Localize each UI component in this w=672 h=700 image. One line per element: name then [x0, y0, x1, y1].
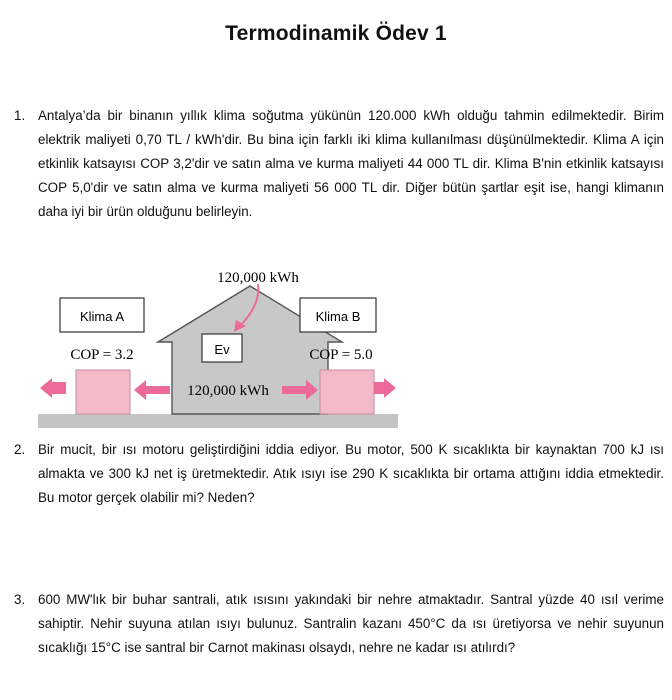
- page-title: Termodinamik Ödev 1: [225, 22, 447, 45]
- unit-b: [320, 370, 374, 414]
- question-text: Bir mucit, bir ısı motoru geliştirdiğini iddia ediyor. Bu motor, 500 K sıcaklıkta bir kaynaktan 700 kJ ısı almakta ve 300 kJ net iş üretmektedir. Atık ısıyı ise 290 K sıcaklıkta bir ortama attığını iddia etmektedir. Bu motor gerçek olabilir mi? Neden?: [38, 442, 664, 505]
- unit-a-exhaust-arrow-head: [40, 378, 52, 398]
- heat-to-unit-a-arrow: [134, 380, 170, 400]
- question-2: [14, 438, 664, 510]
- unit-b-name: Klima B: [315, 309, 361, 324]
- unit-a-cop: COP = 3.2: [70, 347, 134, 363]
- unit-a: [76, 370, 130, 414]
- ground: [38, 414, 398, 428]
- question-text: Antalya’da bir binanın yıllık klima soğutma yükünün 120.000 kWh olduğu tahmin edilmektedir. Birim elektrik maliyeti 0,70 TL / kWh'dir. Bu bina için farklı iki klima kullanılması düşünülmektedir. Klima A için etkinlik katsayısı COP 3,2'dir ve satın alma ve kurma maliyeti 44 000 TL dir. Klima B'nin etkinlik katsayısı COP 5,0'dir ve satın alma ve kurma maliyeti 56 000 TL dir. Diğer bütün şartlar eşit ise, hangi klimanın daha iyi bir ürün olduğunu belirleyin.: [38, 108, 664, 219]
- air-conditioner-diagram: [38, 262, 398, 434]
- top-heat-label: 120,000 kWh: [217, 270, 299, 286]
- question-3: [14, 588, 664, 660]
- question-1: [14, 104, 664, 224]
- center-heat-label: 120,000 kWh: [187, 383, 269, 399]
- unit-b-exhaust-arrow-head: [384, 378, 396, 398]
- house-label: Ev: [214, 342, 230, 357]
- question-number: 3.: [14, 592, 26, 607]
- unit-b-cop: COP = 5.0: [309, 347, 373, 363]
- question-number: 2.: [14, 442, 26, 457]
- question-text: 600 MW'lık bir buhar santrali, atık ısısını yakındaki bir nehre atmaktadır. Santral yüzde 40 ısıl verime sahiptir. Nehir suyuna atılan ısıyı bulunuz. Santralin kazanı 450°C da ısı üretiyorsa ve nehir suyunun sıcaklığı 15°C ise santral bir Carnot makinası olsaydı, nehre ne kadar ısı atılırdı?: [38, 592, 664, 655]
- unit-a-name: Klima A: [79, 309, 125, 324]
- question-number: 1.: [14, 108, 26, 123]
